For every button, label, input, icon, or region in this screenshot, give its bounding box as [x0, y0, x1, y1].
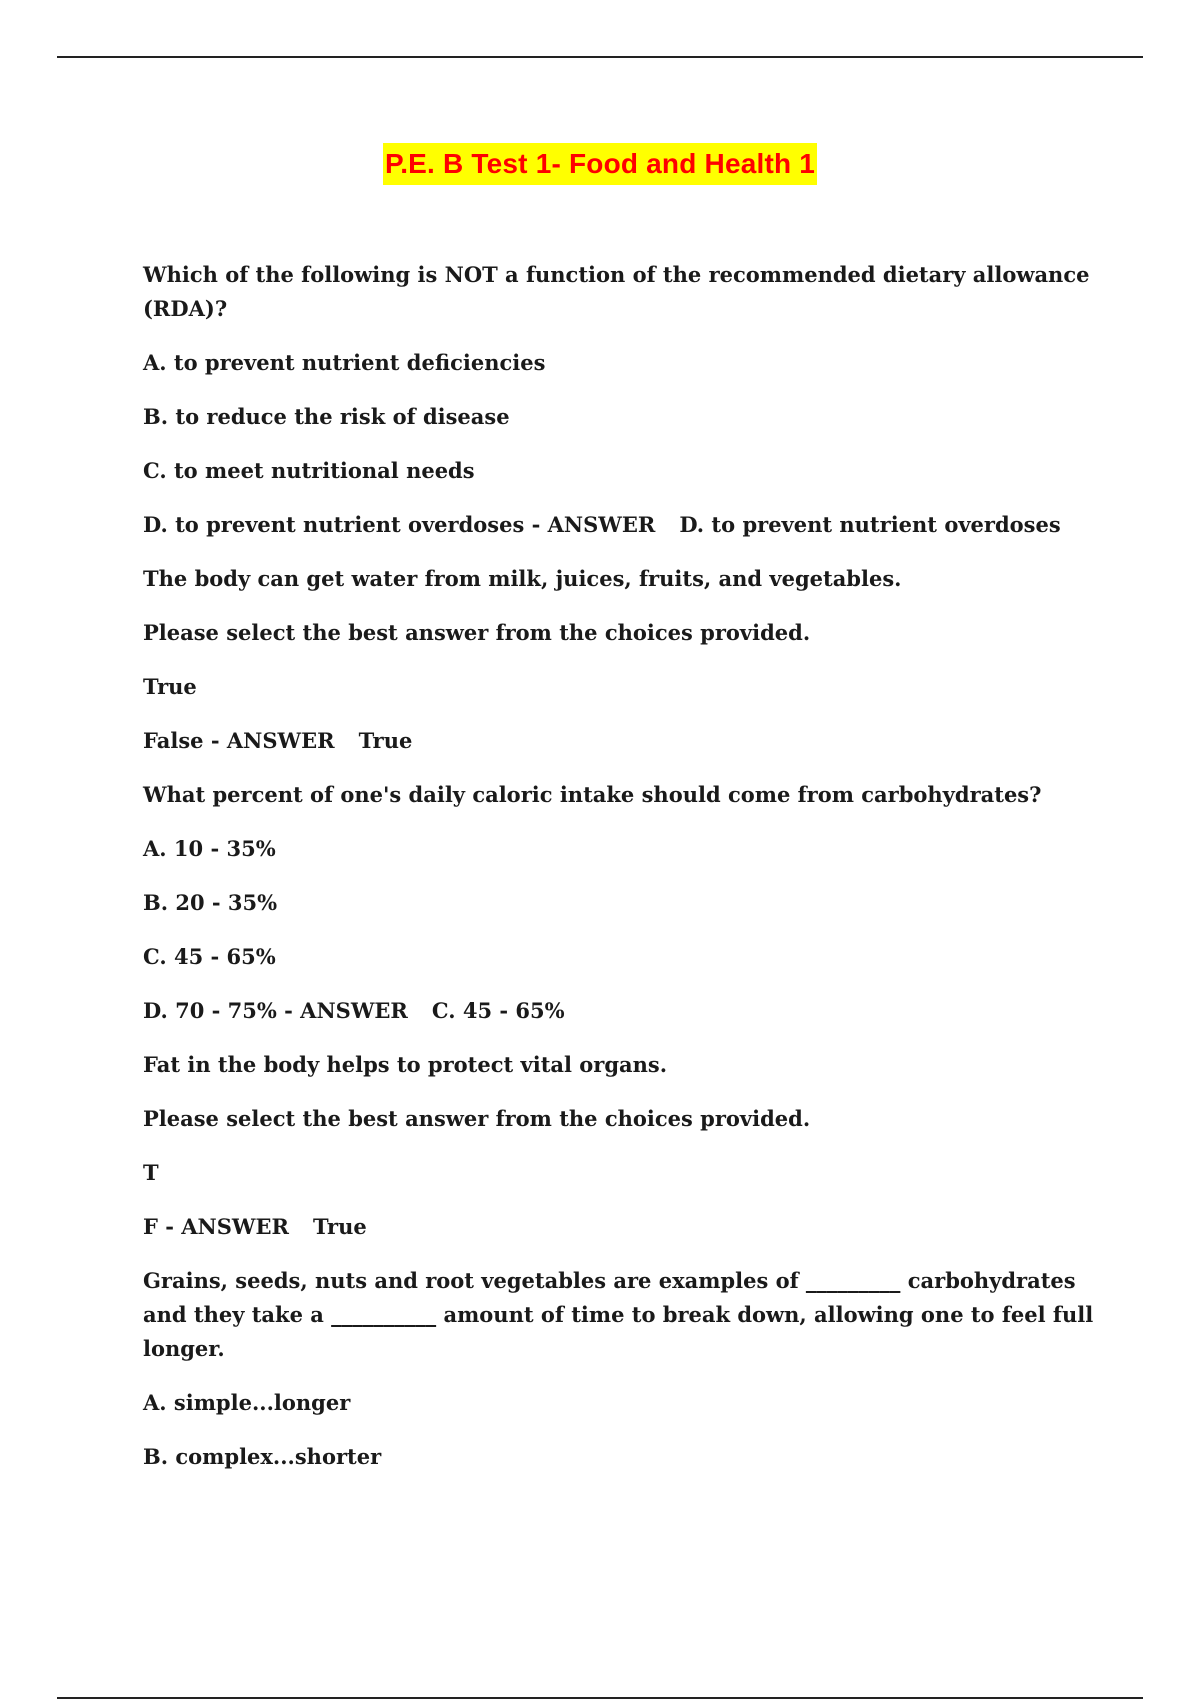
question-3: What percent of one's daily caloric intake should come from carbohydrates?	[143, 782, 1042, 807]
q2-option-false-answer-line	[143, 724, 1103, 758]
q5-option-b: B. complex...shorter	[143, 1444, 382, 1469]
q3-option-d-answer-line	[143, 994, 1103, 1028]
q1-option-b: B. to reduce the risk of disease	[143, 404, 510, 429]
title-block	[0, 143, 1200, 185]
q4-instruction: Please select the best answer from the choices provided.	[143, 1106, 811, 1131]
top-rule	[57, 56, 1143, 58]
q3-option-a: A. 10 - 35%	[143, 836, 276, 861]
q4-option-f: F - ANSWER	[143, 1214, 289, 1239]
question-4: Fat in the body helps to protect vital organs.	[143, 1052, 668, 1077]
q1-answer: D. to prevent nutrient overdoses	[679, 512, 1061, 537]
q1-option-a: A. to prevent nutrient deficiencies	[143, 350, 546, 375]
question-5: Grains, seeds, nuts and root vegetables are examples of _________ carbohydrates and they take a __________ amount of time to break down, allowing one to feel full longer.	[143, 1268, 1094, 1361]
q1-option-d: D. to prevent nutrient overdoses - ANSWER	[143, 512, 656, 537]
question-1: Which of the following is NOT a function of the recommended dietary allowance (RDA)?	[143, 262, 1090, 321]
q2-option-false: False - ANSWER	[143, 728, 335, 753]
q4-option-t: T	[143, 1160, 159, 1185]
q2-instruction: Please select the best answer from the choices provided.	[143, 620, 811, 645]
q2-option-true: True	[143, 674, 197, 699]
q4-option-f-answer-line	[143, 1210, 1103, 1244]
document-body	[143, 258, 1103, 1494]
question-2: The body can get water from milk, juices, fruits, and vegetables.	[143, 566, 902, 591]
q3-answer: C. 45 - 65%	[431, 998, 565, 1023]
q1-option-c: C. to meet nutritional needs	[143, 458, 475, 483]
bottom-rule	[57, 1697, 1143, 1699]
q2-answer: True	[358, 728, 413, 753]
q3-option-c: C. 45 - 65%	[143, 944, 276, 969]
q5-option-a: A. simple...longer	[143, 1390, 351, 1415]
q3-option-b: B. 20 - 35%	[143, 890, 278, 915]
q1-option-d-answer-line	[143, 508, 1103, 542]
document-title: P.E. B Test 1- Food and Health 1	[383, 143, 817, 185]
q4-answer: True	[312, 1214, 367, 1239]
q3-option-d: D. 70 - 75% - ANSWER	[143, 998, 408, 1023]
